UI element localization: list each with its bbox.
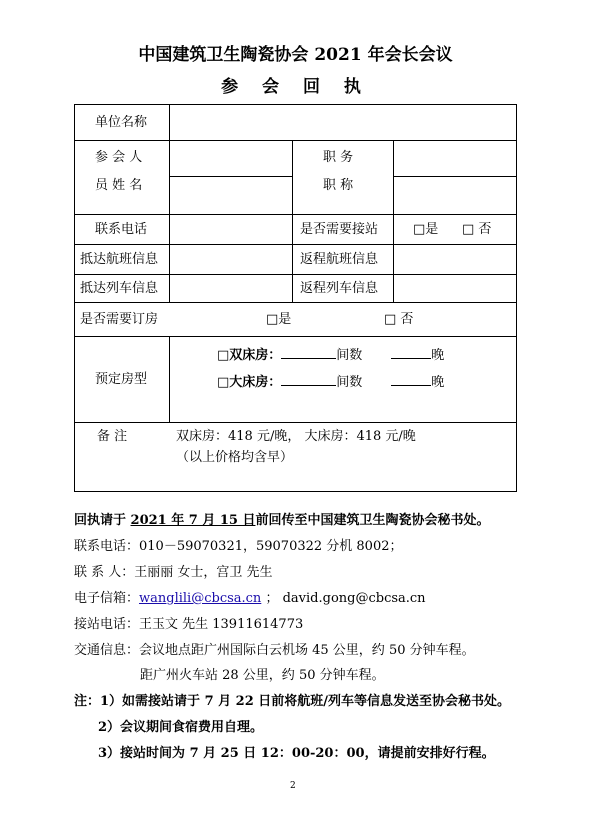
return-deadline: 2021 年 7 月 15 日: [130, 513, 256, 528]
arrive-train-label: 抵达列车信息: [80, 281, 159, 296]
twin-room-row: [217, 345, 444, 364]
return-train-label: 返程列车信息: [300, 281, 379, 296]
unit-name-field[interactable]: [176, 108, 512, 136]
transport-info-airport: 交通信息：会议地点距广州国际白云机场 45 公里，约 50 分钟车程。: [74, 643, 475, 658]
email-david-gong: david.gong@cbcsa.cn: [282, 591, 426, 606]
king-room-row: [217, 372, 444, 391]
note-1: 注：1）如需接站请于 7 月 22 日前将航班/列车等信息发送至协会秘书处。: [74, 694, 511, 709]
title-field[interactable]: [397, 181, 512, 210]
booking-yes-checkbox[interactable]: □是: [266, 312, 292, 327]
attendee-name-field-2[interactable]: [173, 181, 288, 210]
page-number: 2: [290, 781, 296, 791]
phone-field[interactable]: [173, 218, 288, 240]
pickup-yes-checkbox[interactable]: □是: [413, 222, 439, 237]
transport-info-station: 距广州火车站 28 公里，约 50 分钟车程。: [140, 668, 385, 683]
note-3: 3）接站时间为 7 月 25 日 12：00-20：00，请提前安排好行程。: [98, 746, 495, 761]
email-link-wanglili[interactable]: wanglili@cbcsa.cn: [139, 591, 262, 606]
attendee-label-line1: 参 会 人: [95, 150, 143, 165]
contact-person: 联 系 人：王丽丽 女士，宫卫 先生: [74, 565, 273, 580]
notes-price-line: 双床房：418 元/晚， 大床房：418 元/晚: [176, 429, 416, 444]
notes-label: 备 注: [97, 429, 128, 444]
twin-nights-field[interactable]: [391, 345, 431, 359]
document-title: 中国建筑卫生陶瓷协会 2021 年会长会议: [138, 45, 453, 65]
arrive-train-field[interactable]: [173, 278, 288, 298]
title-label: 职 称: [323, 178, 354, 193]
note-2: 2）会议期间食宿费用自理。: [98, 720, 264, 735]
twin-nights-unit: 晚: [431, 348, 445, 363]
twin-room-checkbox[interactable]: □双床房：: [217, 348, 282, 363]
king-room-checkbox[interactable]: □大床房：: [217, 375, 282, 390]
room-type-label: 预定房型: [95, 372, 148, 387]
pickup-label: 是否需要接站: [300, 222, 379, 237]
notes-breakfast-line: （以上价格均含早）: [176, 450, 294, 465]
arrive-flight-label: 抵达航班信息: [80, 252, 159, 267]
contact-phone: 联系电话：010－59070321，59070322 分机 8002；: [74, 539, 403, 554]
booking-label: 是否需要订房: [80, 312, 159, 327]
position-field[interactable]: [397, 145, 512, 172]
return-flight-label: 返程航班信息: [300, 252, 379, 267]
return-train-field[interactable]: [397, 278, 512, 298]
email-line: 电子信箱：wanglili@cbcsa.cn ； david.gong@cbcsa.cn: [74, 591, 426, 606]
twin-rooms-unit: 间数: [336, 348, 363, 363]
arrive-flight-field[interactable]: [173, 248, 288, 270]
position-label: 职 务: [323, 150, 354, 165]
booking-no-checkbox[interactable]: □ 否: [384, 312, 414, 327]
king-rooms-unit: 间数: [336, 375, 363, 390]
return-flight-field[interactable]: [397, 248, 512, 270]
king-nights-unit: 晚: [431, 375, 445, 390]
king-room-count-field[interactable]: [281, 372, 336, 386]
pickup-no-checkbox[interactable]: □ 否: [462, 222, 492, 237]
phone-label: 联系电话: [95, 222, 148, 237]
king-nights-field[interactable]: [391, 372, 431, 386]
document-subtitle: 参 会 回 执: [221, 77, 370, 97]
unit-name-label: 单位名称: [95, 115, 148, 130]
return-instruction: 回执请于 2021 年 7 月 15 日前回传至中国建筑卫生陶瓷协会秘书处。: [74, 513, 490, 528]
pickup-phone: 接站电话：王玉文 先生 13911614773: [74, 617, 304, 632]
attendee-name-field-1[interactable]: [173, 145, 288, 172]
attendee-label-line2: 员 姓 名: [95, 178, 143, 193]
twin-room-count-field[interactable]: [281, 345, 336, 359]
